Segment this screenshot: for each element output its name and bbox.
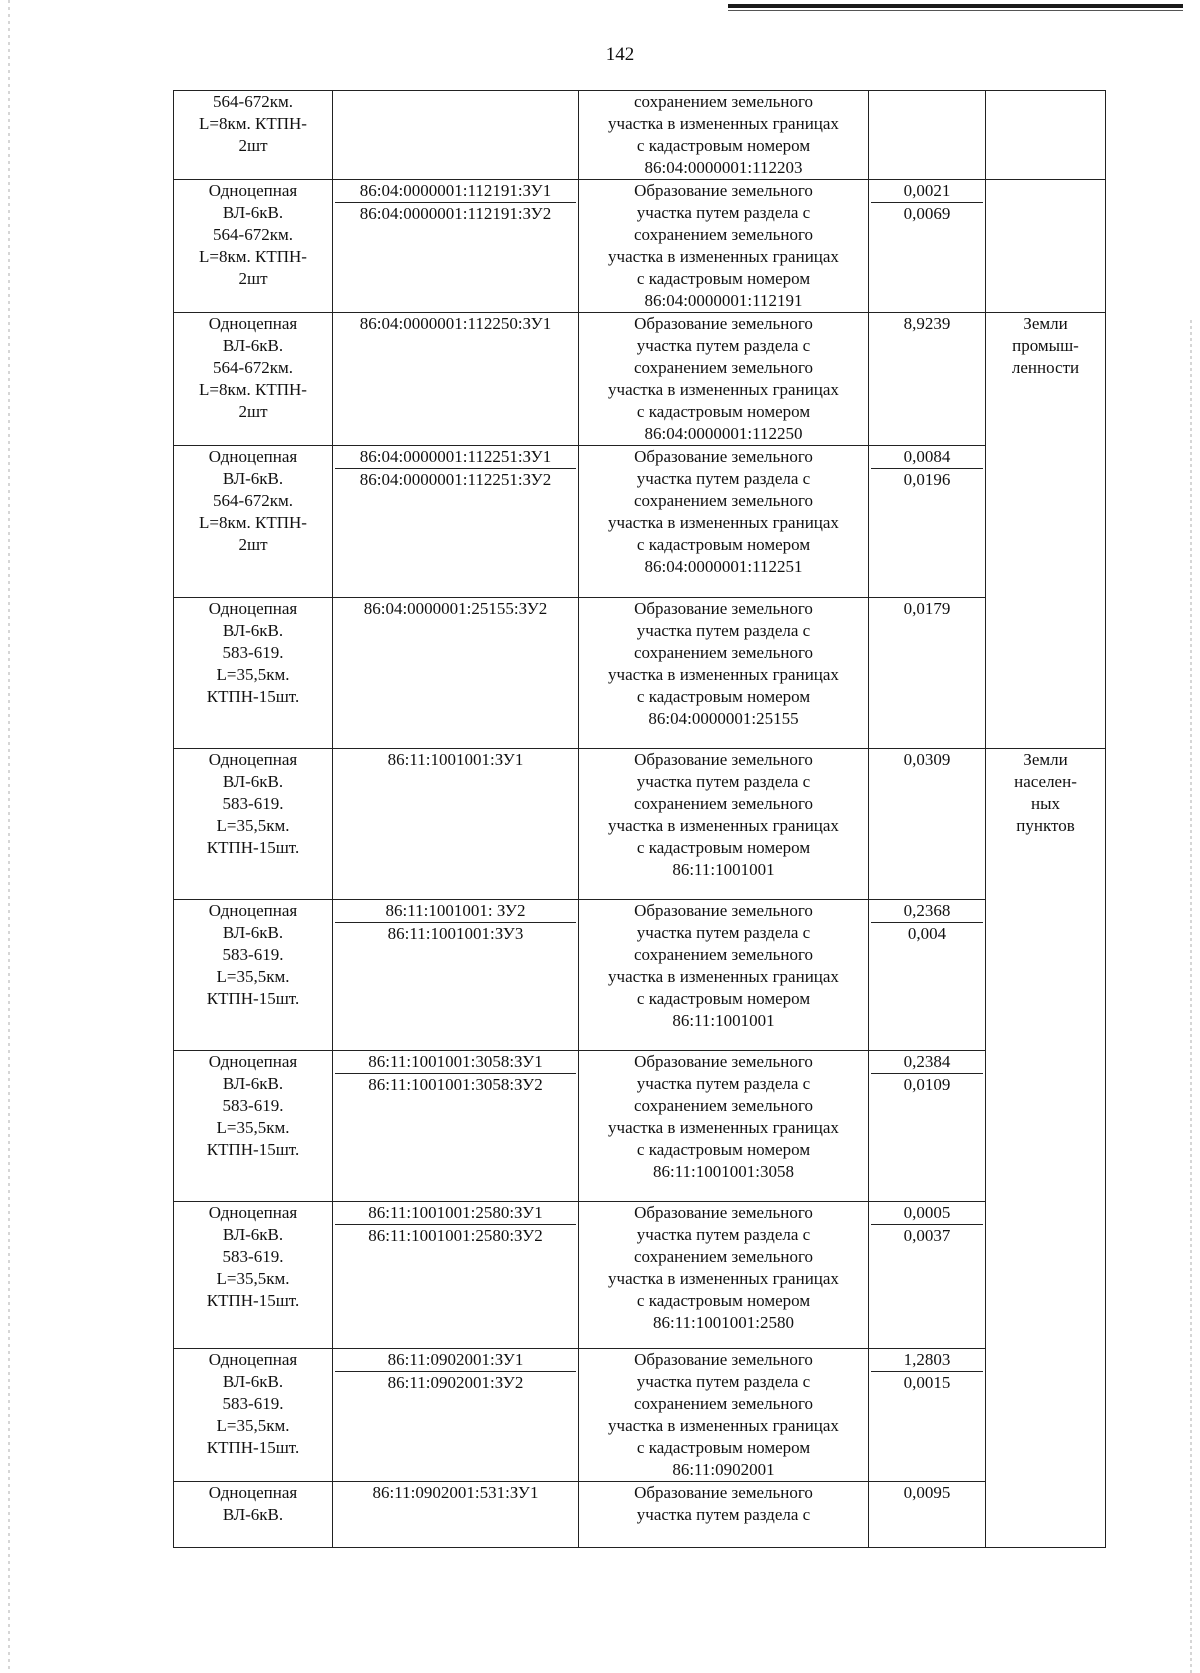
description-cell: Образование земельного участка путем раздела с сохранением земельного участка в измененных границах с кадастровым номером 86:11:1001001:3058: [579, 1051, 869, 1202]
cadastral-number: 86:04:0000001:112191:ЗУ2: [335, 202, 576, 225]
cadastral-number-cell: [333, 900, 579, 1051]
description-cell: Образование земельного участка путем раздела с сохранением земельного участка в измененных границах с кадастровым номером 86:11:1001001: [579, 900, 869, 1051]
area-cell: [869, 180, 986, 313]
object-name-cell: Одноцепная ВЛ-6кВ. 583-619. L=35,5км. КТПН-15шт.: [174, 598, 333, 749]
table-row: [174, 180, 1106, 313]
table-row: [174, 598, 1106, 749]
object-name-cell: Одноцепная ВЛ-6кВ. 583-619. L=35,5км. КТПН-15шт.: [174, 1202, 333, 1349]
cadastral-number-cell: [333, 446, 579, 598]
object-name-cell: Одноцепная ВЛ-6кВ. 583-619. L=35,5км. КТПН-15шт.: [174, 1349, 333, 1482]
land-category-label: Земли промыш- ленности: [1011, 314, 1080, 377]
area-value: 0,0021: [903, 181, 951, 200]
cadastral-number: 86:04:0000001:112251:ЗУ2: [335, 468, 576, 491]
table-row: [174, 1349, 1106, 1482]
area-cell: [869, 1482, 986, 1548]
cadastral-number-cell: [333, 1349, 579, 1482]
area-value: 0,0095: [903, 1483, 951, 1502]
object-name-cell: Одноцепная ВЛ-6кВ. 583-619. L=35,5км. КТПН-15шт.: [174, 749, 333, 900]
area-cell: [869, 1349, 986, 1482]
area-value: 0,0309: [903, 750, 951, 769]
description-cell: Образование земельного участка путем раздела с: [579, 1482, 869, 1548]
cadastral-number: [335, 91, 576, 113]
cadastral-number: 86:11:1001001:3058:ЗУ1: [368, 1052, 543, 1071]
description-cell: Образование земельного участка путем раздела с сохранением земельного участка в измененных границах с кадастровым номером 86:04:0000001:25155: [579, 598, 869, 749]
object-name-cell: Одноцепная ВЛ-6кВ. 564-672км. L=8км. КТПН- 2шт: [174, 180, 333, 313]
description-cell: Образование земельного участка путем раздела с сохранением земельного участка в измененных границах с кадастровым номером 86:04:0000001:112250: [579, 313, 869, 446]
empty-category-cell: [986, 91, 1106, 180]
area-value: 0,0005: [903, 1203, 951, 1222]
table-row: [174, 1482, 1106, 1548]
cadastral-number: 86:04:0000001:25155:ЗУ2: [363, 599, 548, 618]
area-cell: [869, 446, 986, 598]
description-cell: Образование земельного участка путем раздела с сохранением земельного участка в измененных границах с кадастровым номером 86:04:0000001:112251: [579, 446, 869, 598]
table-row: [174, 91, 1106, 180]
cadastral-number: 86:11:0902001:ЗУ2: [335, 1371, 576, 1394]
table-row: [174, 446, 1106, 598]
top-rule-thin: [728, 10, 1183, 11]
area-value: 0,0109: [871, 1073, 983, 1096]
scan-edge-left: [8, 0, 10, 1673]
cadastral-number: 86:11:1001001:ЗУ3: [335, 922, 576, 945]
cadastral-number: 86:11:1001001:2580:ЗУ1: [368, 1203, 543, 1222]
cadastral-number: 86:11:1001001: ЗУ2: [385, 901, 526, 920]
area-value: 0,0084: [903, 447, 951, 466]
cadastral-number-cell: [333, 598, 579, 749]
object-name-cell: Одноцепная ВЛ-6кВ. 564-672км. L=8км. КТПН- 2шт: [174, 446, 333, 598]
cadastral-number-cell: [333, 91, 579, 180]
description-cell: Образование земельного участка путем раздела с сохранением земельного участка в измененных границах с кадастровым номером 86:11:0902001: [579, 1349, 869, 1482]
land-category-label: Земли населен- ных пунктов: [1014, 750, 1077, 835]
cadastral-number-cell: [333, 749, 579, 900]
area-cell: [869, 1051, 986, 1202]
table-row: [174, 313, 1106, 446]
object-name-cell: Одноцепная ВЛ-6кВ. 583-619. L=35,5км. КТПН-15шт.: [174, 1051, 333, 1202]
object-name-cell: Одноцепная ВЛ-6кВ. 583-619. L=35,5км. КТПН-15шт.: [174, 900, 333, 1051]
object-name-cell: Одноцепная ВЛ-6кВ. 564-672км. L=8км. КТПН- 2шт: [174, 313, 333, 446]
empty-category-cell: [986, 180, 1106, 313]
land-category-cell: [986, 749, 1106, 1548]
land-category-cell: [986, 313, 1106, 749]
cadastral-number: 86:11:0902001:ЗУ1: [387, 1350, 524, 1369]
cadastral-number: 86:04:0000001:112191:ЗУ1: [359, 181, 552, 200]
table-row: [174, 1202, 1106, 1349]
area-value: 0,0069: [871, 202, 983, 225]
area-value: 0,0179: [903, 599, 951, 618]
cadastral-number-cell: [333, 313, 579, 446]
cadastral-number: 86:04:0000001:112251:ЗУ1: [359, 447, 552, 466]
area-cell: [869, 749, 986, 900]
table-row: [174, 749, 1106, 900]
description-cell: Образование земельного участка путем раздела с сохранением земельного участка в измененных границах с кадастровым номером 86:11:1001001:2580: [579, 1202, 869, 1349]
area-cell: [869, 91, 986, 180]
cadastral-number: 86:11:1001001:ЗУ1: [387, 750, 524, 769]
page-number: 142: [605, 44, 635, 65]
cadastral-number: 86:11:1001001:3058:ЗУ2: [335, 1073, 576, 1096]
area-value: 0,0196: [871, 468, 983, 491]
area-value: 1,2803: [903, 1350, 951, 1369]
area-cell: [869, 598, 986, 749]
cadastral-number: 86:04:0000001:112250:ЗУ1: [359, 314, 552, 333]
description-cell: Образование земельного участка путем раздела с сохранением земельного участка в измененных границах с кадастровым номером 86:11:1001001: [579, 749, 869, 900]
area-value: 0,2368: [903, 901, 951, 920]
area-cell: [869, 313, 986, 446]
cadastral-number-cell: [333, 1202, 579, 1349]
area-value: [871, 91, 983, 113]
table-row: [174, 1051, 1106, 1202]
area-cell: [869, 900, 986, 1051]
scan-edge-right: [1190, 320, 1192, 1673]
object-name-cell: Одноцепная ВЛ-6кВ.: [174, 1482, 333, 1548]
cadastral-number-cell: [333, 180, 579, 313]
cadastral-number-cell: [333, 1051, 579, 1202]
area-value: 0,0037: [871, 1224, 983, 1247]
area-value: 8,9239: [903, 314, 951, 333]
table-row: [174, 900, 1106, 1051]
area-cell: [869, 1202, 986, 1349]
description-cell: сохранением земельного участка в измененных границах с кадастровым номером 86:04:0000001:112203: [579, 91, 869, 180]
cadastral-number-cell: [333, 1482, 579, 1548]
area-value: 0,0015: [871, 1371, 983, 1394]
top-rule: [728, 4, 1183, 8]
cadastral-number: 86:11:1001001:2580:ЗУ2: [335, 1224, 576, 1247]
description-cell: Образование земельного участка путем раздела с сохранением земельного участка в измененных границах с кадастровым номером 86:04:0000001:112191: [579, 180, 869, 313]
area-value: 0,004: [871, 922, 983, 945]
area-value: 0,2384: [903, 1052, 951, 1071]
cadastral-number: 86:11:0902001:531:ЗУ1: [372, 1483, 539, 1502]
land-plots-table: [173, 90, 1106, 1548]
object-name-cell: 564-672км. L=8км. КТПН- 2шт: [174, 91, 333, 180]
